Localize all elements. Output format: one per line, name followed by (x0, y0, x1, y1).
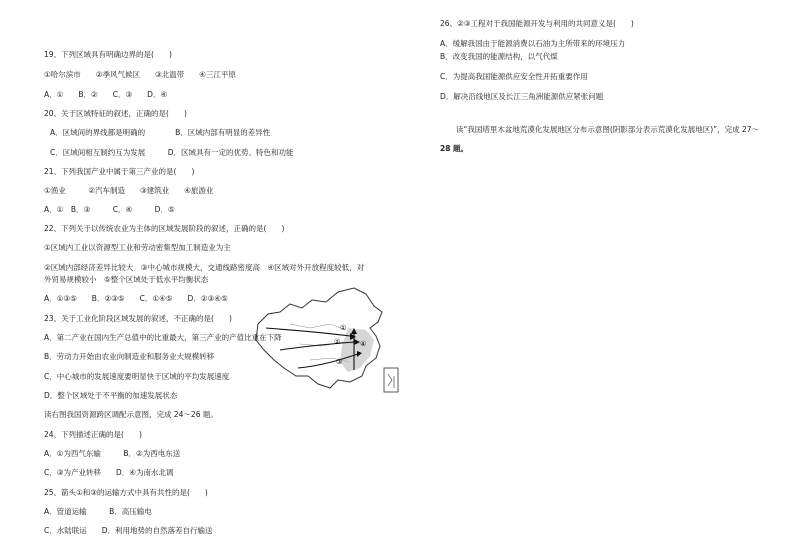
q23-option-d: D．整个区域处于不平衡的加速发展状态 (44, 391, 178, 400)
marker-2: ② (334, 338, 341, 346)
q26-option-c: C．为提高我国能源供应安全性开拓重要作用 (440, 72, 588, 81)
q24-stem: 24、下列描述正确的是( ) (44, 430, 142, 439)
q21-stem: 21、下列我国产业中属于第三产业的是( ) (44, 167, 195, 176)
q20-options-cd: C．区域间相互制约互为发展 D．区域具有一定的优势、特色和功能 (50, 148, 294, 157)
q22-options: A．①③⑤ B．②③⑤ C．①④⑤ D．②③④⑤ (44, 294, 228, 303)
q22-stem: 22、下列关于以传统农业为主体的区域发展阶段的叙述，正确的是( ) (44, 224, 285, 233)
q24-options-ab: A．①为西气东输 B．②为西电东送 (44, 449, 181, 458)
q20-stem: 20、关于区域特征的叙述，正确的是( ) (44, 109, 187, 118)
q21-options: A．① B．③ C．④ D．⑤ (44, 205, 175, 214)
q19-options: A．① B．② C．③ D．④ (44, 90, 168, 99)
eastern-region-shading (340, 328, 374, 372)
q24-options-cd: C．③为产业转移 D．④为南水北调 (44, 468, 174, 477)
intro-27-28-line1: 读“我国塔里木盆地荒漠化发展地区分布示意图(阴影部分表示荒漠化发展地区)”，完成 27～ (456, 125, 760, 134)
q19-stem: 19、下列区域具有明确边界的是( ) (44, 50, 172, 59)
q21-items: ①渔业 ②汽车制造 ③建筑业 ④旅游业 (44, 186, 214, 195)
q26-option-d: D．解决沿线地区及长江三角洲能源供应紧张问题 (440, 92, 604, 101)
q20-options-ab: A．区域间的界线都是明确的 B．区域内部有明显的差异性 (50, 128, 271, 137)
marker-3: ③ (336, 358, 343, 366)
arrow-1 (266, 328, 350, 336)
q23-option-a: A．第二产业在国内生产总值中的比重最大，第三产业的产值比重在下降 (44, 333, 282, 342)
resource-transfer-map (250, 284, 410, 400)
q22-item2: ②区域内部经济差异比较大 ③中心城市规模大，交通线路密度高 ④区域对外开放程度较低，对 (44, 263, 365, 272)
q26-stem: 26、②③工程对于我国能源开发与利用的共同意义是( ) (440, 19, 634, 28)
south-sea-inset (384, 368, 398, 392)
q22-item1: ①区域内工业以资源型工业和劳动密集型加工制造业为主 (44, 243, 231, 252)
q23-option-c: C．中心城市的发展速度要明显快于区域的平均发展速度 (44, 372, 230, 381)
q26-option-a: A．缓解我国由于能源消费以石油为主所带来的环境压力 (440, 39, 626, 48)
q23-stem: 23、关于工业化阶段区域发展的叙述，不正确的是( ) (44, 314, 232, 323)
intro-27-28-line2: 28 题。 (440, 144, 469, 153)
marker-1: ① (340, 324, 347, 332)
q26-option-b: B．改变我国的能源结构，以气代煤 (440, 52, 558, 61)
q25-options-cd: C．水陆联运 D．利用地势的自然落差自行输送 (44, 526, 213, 535)
intro-24-26: 读右图我国资源跨区调配示意图，完成 24～26 题。 (44, 410, 218, 419)
q25-stem: 25、箭头①和③的运输方式中具有共性的是( ) (44, 488, 208, 497)
marker-4: ④ (360, 340, 367, 348)
q25-options-ab: A．管道运输 B．高压输电 (44, 507, 152, 516)
q23-option-b: B．劳动力开始由农业向制造业和服务业大规模转移 (44, 352, 215, 361)
q19-items: ①哈尔滨市 ②季风气候区 ③北温带 ④三江平原 (44, 70, 236, 79)
q22-item3: 外贸易规模较小 ⑤整个区域处于低水平均衡状态 (44, 275, 209, 284)
